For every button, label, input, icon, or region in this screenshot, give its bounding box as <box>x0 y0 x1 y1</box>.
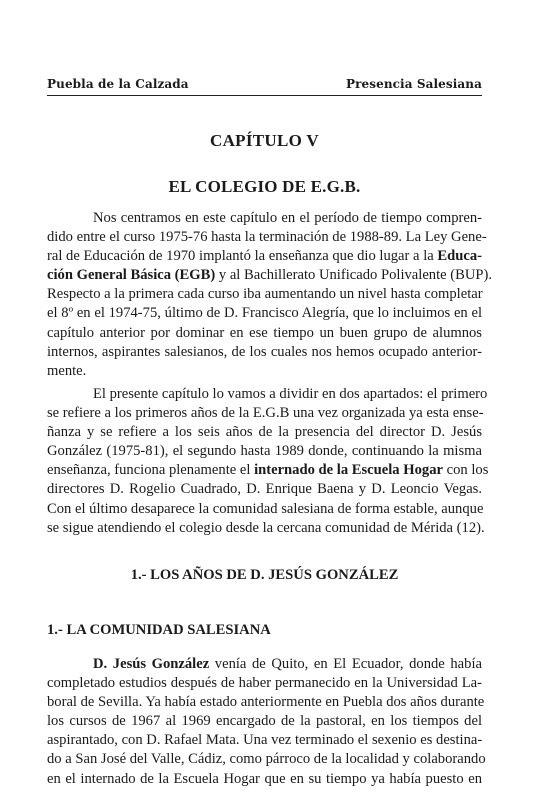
text-line: en el internado de la Escuela Hogar que en su tiempo ya había puesto en <box>47 770 482 787</box>
sub-heading: 1.- LA COMUNIDAD SALESIANA <box>47 622 271 638</box>
bold-term: D. Jesús González <box>93 656 210 672</box>
paragraph-outline <box>47 385 489 538</box>
text-line: do a San José del Valle, Cádiz, como párroco de la localidad y colaborando <box>47 751 486 768</box>
bold-term: internado de la Escuela Hogar <box>254 462 443 479</box>
text-line <box>47 266 493 285</box>
paragraph-community <box>47 655 486 789</box>
text-run: con los <box>442 462 489 479</box>
header-rule <box>47 95 482 96</box>
text-line: el 8º en el 1974-75, último de D. Francisco Alegría, que lo incluimos en el <box>47 305 482 322</box>
paragraph-intro <box>47 209 493 381</box>
header-book-title: Puebla de la Calzada <box>47 77 189 91</box>
text-line: completado estudios después de haber permanecido en la Universidad La- <box>47 675 482 692</box>
text-line: directores D. Rogelio Cuadrado, D. Enrique Baena y D. Leoncio Vegas. <box>47 481 482 498</box>
text-line: se sigue atendiendo el colegio desde la cercana comunidad de Mérida (12). <box>47 519 485 536</box>
section-heading: 1.- LOS AÑOS DE D. JESÚS GONZÁLEZ <box>130 567 399 583</box>
text-line: dido entre el curso 1975-76 hasta la terminación de 1988-89. La Ley Gene- <box>47 229 487 246</box>
text-line: El presente capítulo lo vamos a dividir en dos apartados: el primero <box>93 386 488 402</box>
text-line: capítulo anterior por dominar en ese tiempo un buen grupo de alumnos <box>47 324 482 341</box>
text-line: mente. <box>47 362 87 379</box>
text-line: se refiere a los primeros años de la E.G.B una vez organizada ya esta ense- <box>47 405 484 422</box>
running-header <box>47 73 482 91</box>
text-line: boral de Sevilla. Ya había estado anteriormente en Puebla dos años durante <box>47 694 485 711</box>
text-line: aspirantado, con D. Rafael Mata. Una vez terminado el sexenio es destina- <box>47 732 483 749</box>
text-line: González (1975-81), el segundo hasta 1989 donde, continuando la misma <box>47 443 482 460</box>
text-run: ral de Educación de 1970 implantó la enseñanza que dio lugar a la <box>47 248 438 265</box>
text-line: ñanza y se refiere a los seis años de la presencia del director D. Jesús <box>47 424 482 441</box>
text-run: y al Bachillerato Unificado Polivalente (BUP). <box>215 267 493 284</box>
text-line: Con el último desaparece la comunidad salesiana de forma estable, aunque <box>47 500 484 517</box>
text-run: enseñanza, funciona plenamente el <box>47 462 255 479</box>
text-run: venía de Quito, en El Ecuador, donde había <box>209 656 482 672</box>
text-line: Nos centramos en este capítulo en el período de tiempo compren- <box>93 210 482 226</box>
text-line: los cursos de 1967 al 1969 encargado de la pastoral, en los tiempos del <box>47 713 482 730</box>
text-line <box>47 461 489 480</box>
bold-term: ción General Básica (EGB) <box>47 267 216 284</box>
bold-term: Educa- <box>437 248 482 265</box>
header-section-title: Presencia Salesiana <box>345 77 482 91</box>
chapter-number: CAPÍTULO V <box>210 131 319 150</box>
text-line <box>47 655 482 674</box>
text-line: internos, aspirantes salesianos, de los cuales nos hemos ocupado anterior- <box>47 343 482 360</box>
text-line: Respecto a la primera cada curso iba aumentando un nivel hasta completar <box>47 286 483 303</box>
chapter-title: EL COLEGIO DE E.G.B. <box>168 177 361 196</box>
text-line <box>47 247 482 266</box>
